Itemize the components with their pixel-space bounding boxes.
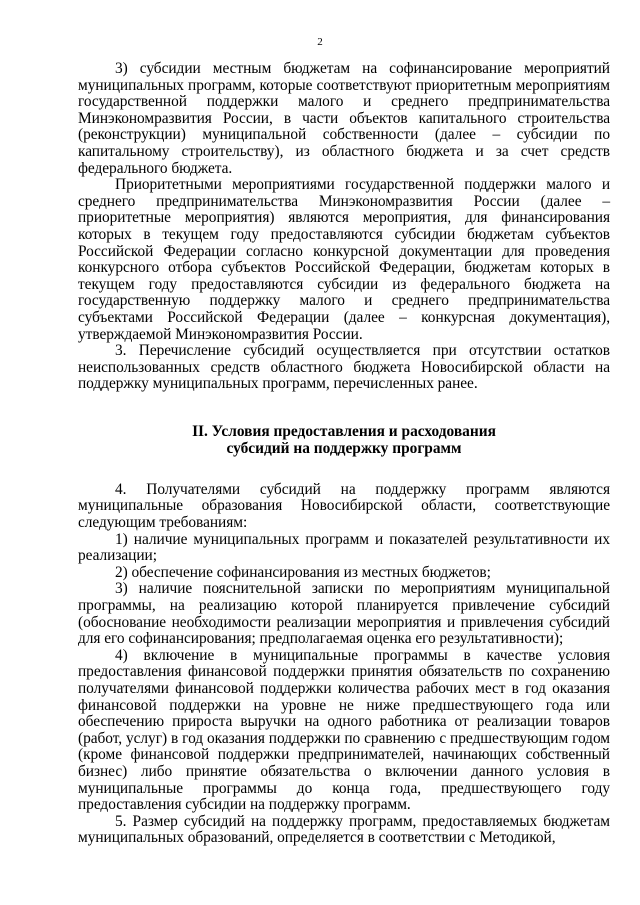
document-body bbox=[78, 61, 610, 847]
paragraph-subsidies-capital-construction: 3) субсидии местным бюджетам на софинансирование мероприятий муниципальных программ, которые соответствуют приоритетным мероприятиям государственной поддержки малого и среднего предпринимательства Минэкономразвития России, в части объектов капитального строительства (реконструкции) муниципальной собственности (далее – субсидии по капитальному строительству), из областного бюджета и за счет средств федерального бюджета. bbox=[78, 60, 610, 177]
section-heading bbox=[78, 423, 610, 458]
list-item-requirement-1: 1) наличие муниципальных программ и показателей результативности их реализации; bbox=[78, 530, 610, 565]
paragraph-transfer-of-subsidies: 3. Перечисление субсидий осуществляется при отсутствии остатков неиспользованных средств областного бюджета Новосибирской области на поддержку муниципальных программ, перечисленных ранее. bbox=[78, 342, 610, 393]
list-item-requirement-4: 4) включение в муниципальные программы в качестве условия предоставления финансовой поддержки принятия обязательств по сохранению получателями финансовой поддержки количества рабочих мест в год оказания финансовой поддержки на уровне не ниже предшествующего года или обеспечению прироста выручки на одного работника от реализации товаров (работ, услуг) в год оказания поддержки по сравнению с предшествующим годом (кроме финансовой поддержки предпринимателей, начинающих собственный бизнес) либо принятие обязательства о включении данного условия в муниципальные программы до конца года, предшествующего году предоставления субсидии на поддержку программ. bbox=[78, 646, 610, 814]
page-number: 2 bbox=[317, 36, 323, 48]
section-heading-line-1: II. Условия предоставления и расходования bbox=[192, 422, 496, 440]
paragraph-priority-measures: Приоритетными мероприятиями государственной поддержки малого и среднего предпринимательства Минэкономразвития России (далее – приоритетные мероприятия) являются мероприятия, для финансирования которых в текущем году предоставляются субсидии бюджетам субъектов Российской Федерации согласно конкурсной документации для проведения конкурсного отбора субъектов Российской Федерации, бюджетам которых в текущем году предоставляются субсидии из федерального бюджета на государственную поддержку малого и среднего предпринимательства субъектами Российской Федерации (далее – конкурсная документация), утверждаемой Минэкономразвития России. bbox=[78, 176, 610, 343]
paragraph-recipients: 4. Получателями субсидий на поддержку программ являются муниципальные образования Новосибирской области, соответствующие следующим требованиям: bbox=[78, 480, 610, 532]
paragraph-subsidy-amount: 5. Размер субсидий на поддержку программ, предоставляемых бюджетам муниципальных образований, определяется в соответствии с Методикой, bbox=[78, 812, 610, 847]
list-item-requirement-2: 2) обеспечение софинансирования из местных бюджетов; bbox=[115, 563, 491, 581]
section-heading-line-2: субсидий на поддержку программ bbox=[226, 440, 462, 458]
list-item-requirement-3: 3) наличие пояснительной записки по мероприятиям муниципальной программы, на реализацию которой планируется привлечение субсидий (обоснование необходимости реализации мероприятия и привлечения субсидий для его софинансирования; предполагаемая оценка его результативности); bbox=[78, 580, 610, 648]
